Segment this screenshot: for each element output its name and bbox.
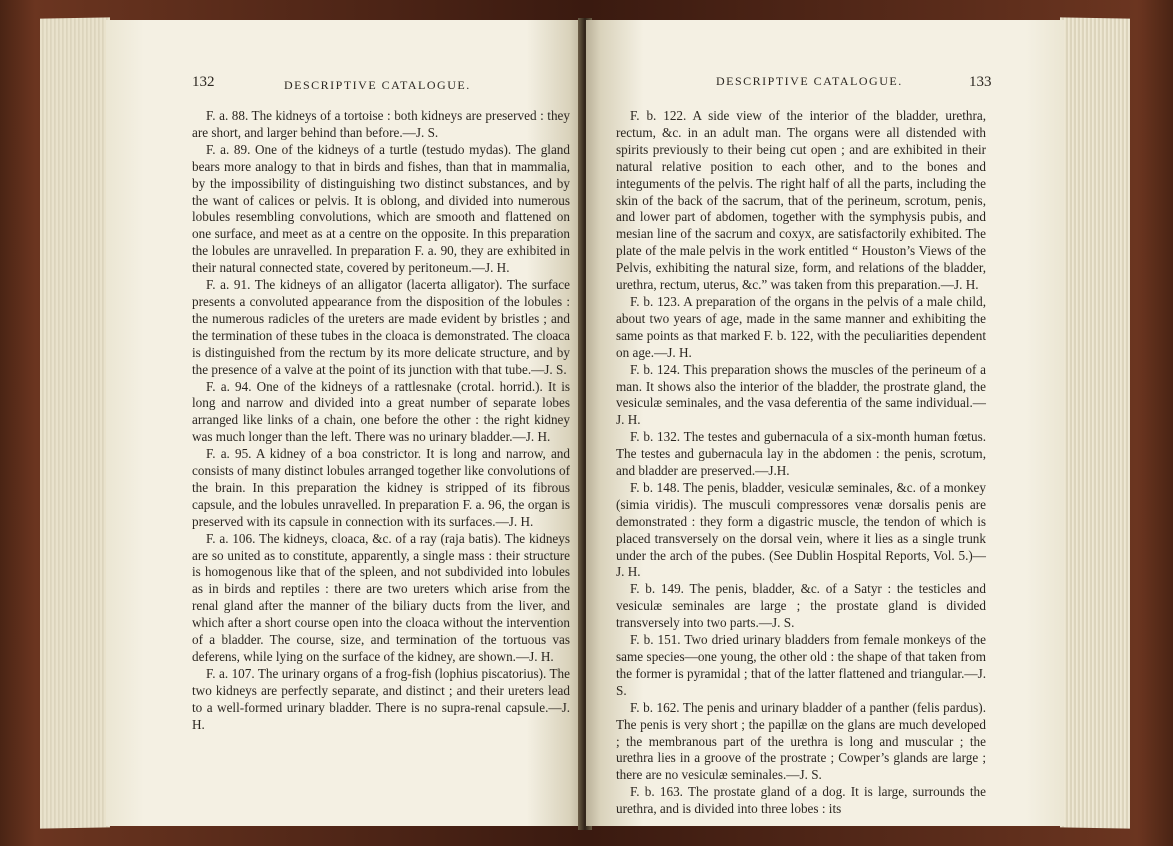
right-page (586, 20, 1064, 826)
page-body (192, 108, 570, 734)
page-number: 132 (192, 74, 215, 90)
paragraph: F. a. 95. A kidney of a boa constrictor. It is long and narrow, and consists of many distinct lobules arranged together like convolutions of the brain. In this preparation the kidney is stripped of its fibrous capsule, and the lobules unravelled. In preparation F. a. 96, the organ is preserved with its capsule in connection with its surfaces.—J. H. (192, 446, 570, 529)
paragraph: F. a. 88. The kidneys of a tortoise : both kidneys are preserved : they are short, and larger behind than before.—J. S. (192, 108, 570, 140)
paragraph: F. a. 107. The urinary organs of a frog-fish (lophius piscatorius). The two kidneys are perfectly separate, and distinct ; and their ureters lead to a well-formed urinary bladder. There is no supra-renal capsule.—J. H. (192, 665, 570, 732)
paragraph: F. a. 106. The kidneys, cloaca, &c. of a ray (raja batis). The kidneys are so united as to constitute, apparently, a single mass : their structure is homogenous like that of the spleen, and not subdivided into lobules as in birds and reptiles : there are two ureters which arise from the renal gland after the manner of the biliary ducts from the liver, and which after a short course open into the cloaca without the intervention of a bladder. The course, size, and termination of the tortuous vas deferens, while lying on the surface of the kidney, are shown.—J. H. (192, 530, 570, 664)
right-page-edges (1060, 17, 1130, 828)
paragraph: F. b. 132. The testes and gubernacula of a six-month human fœtus. The testes and gubernacula lay in the abdomen : the penis, scrotum, and bladder are preserved.—J.H. (616, 429, 986, 479)
running-head: DESCRIPTIVE CATALOGUE. (284, 78, 471, 92)
page-body (616, 108, 986, 818)
paragraph: F. b. 123. A preparation of the organs in the pelvis of a male child, about two years of age, made in the same manner and exhibiting the same points as that marked F. b. 122, with the peculiarities dependent on age.—J. H. (616, 293, 986, 360)
paragraph: F. b. 163. The prostate gland of a dog. It is large, surrounds the urethra, and is divided into three lobes : its (616, 784, 986, 817)
left-page-edges (40, 17, 110, 828)
left-page (106, 20, 584, 826)
running-head: DESCRIPTIVE CATALOGUE. (716, 74, 903, 88)
paragraph: F. b. 149. The penis, bladder, &c. of a Satyr : the testicles and vesiculæ seminales are large ; the prostate gland is divided transversely into two parts.—J. S. (616, 581, 986, 631)
paragraph: F. a. 91. The kidneys of an alligator (lacerta alligator). The surface presents a convoluted appearance from the disposition of the lobules : the numerous radicles of the ureters are made evident by bristles ; and the termination of these tubes in the cloaca is demonstrated. The cloaca is distinguished from the rectum by its more delicate structure, and by the presence of a valve at the point of its junction with that tube.—J. S. (192, 277, 570, 377)
paragraph: F. b. 122. A side view of the interior of the bladder, urethra, rectum, &c. in an adult man. The organs were all distended with spirits previously to their being cut open ; and are exhibited in their natural relative position to each other, and to the bones and integuments of the pelvis. The right half of all the parts, including the skin of the back of the sacrum, that of the perineum, scrotum, penis, and lower part of abdomen, together with the symphysis pubis, and mesian line of the sacrum and coxyx, are satisfactorily exhibited. The plate of the male pelvis in the work entitled “ Houston’s Views of the Pelvis, exhibiting the natural size, form, and relations of the bladder, urethra, rectum, uterus, &c.” was taken from this preparation.—J. H. (616, 108, 986, 293)
paragraph: F. b. 162. The penis and urinary bladder of a panther (felis pardus). The penis is very short ; the papillæ on the glans are much developed ; the membranous part of the urethra is long and muscular ; the urethra lies in a groove of the prostrate ; Cowper’s glands are large ; there are no vesiculæ seminales.—J. S. (616, 699, 986, 783)
paragraph: F. a. 89. One of the kidneys of a turtle (testudo mydas). The gland bears more analogy to that in birds and fishes, than that in mammalia, by the impossibility of distinguishing two distinct substances, and by the want of calices or pelvis. It is oblong, and divided into numerous lobules resembling convolutions, which are smooth and flattened on one surface, and meet as at a centre on the opposite. In this preparation the lobules are unravelled. In preparation F. a. 90, they are exhibited in their natural connected state, covered by peritoneum.—J. H. (192, 141, 570, 276)
paragraph: F. b. 148. The penis, bladder, vesiculæ seminales, &c. of a monkey (simia viridis). The musculi compressores venæ dorsalis penis are demonstrated : they form a digastric muscle, the tendon of which is placed transversely on the dorsal vein, where it lies as a single trunk under the arch of the pubes. (See Dublin Hospital Reports, Vol. 5.)—J. H. (616, 479, 986, 580)
paragraph: F. b. 124. This preparation shows the muscles of the perineum of a man. It shows also the interior of the bladder, the prostrate gland, the vesiculæ seminales, and the vasa deferentia of the same individual.—J. H. (616, 361, 986, 428)
page-number: 133 (969, 74, 992, 90)
paragraph: F. b. 151. Two dried urinary bladders from female monkeys of the same species—one young, the other old : the shape of that taken from the former is pyramidal ; that of the latter flattened and triangular.—J. S. (616, 632, 986, 698)
paragraph: F. a. 94. One of the kidneys of a rattlesnake (crotal. horrid.). It is long and narrow and divided into a great number of separate lobes arranged like links of a chain, one before the other : the right kidney was much longer than the left. There was no urinary bladder.—J. H. (192, 378, 570, 445)
